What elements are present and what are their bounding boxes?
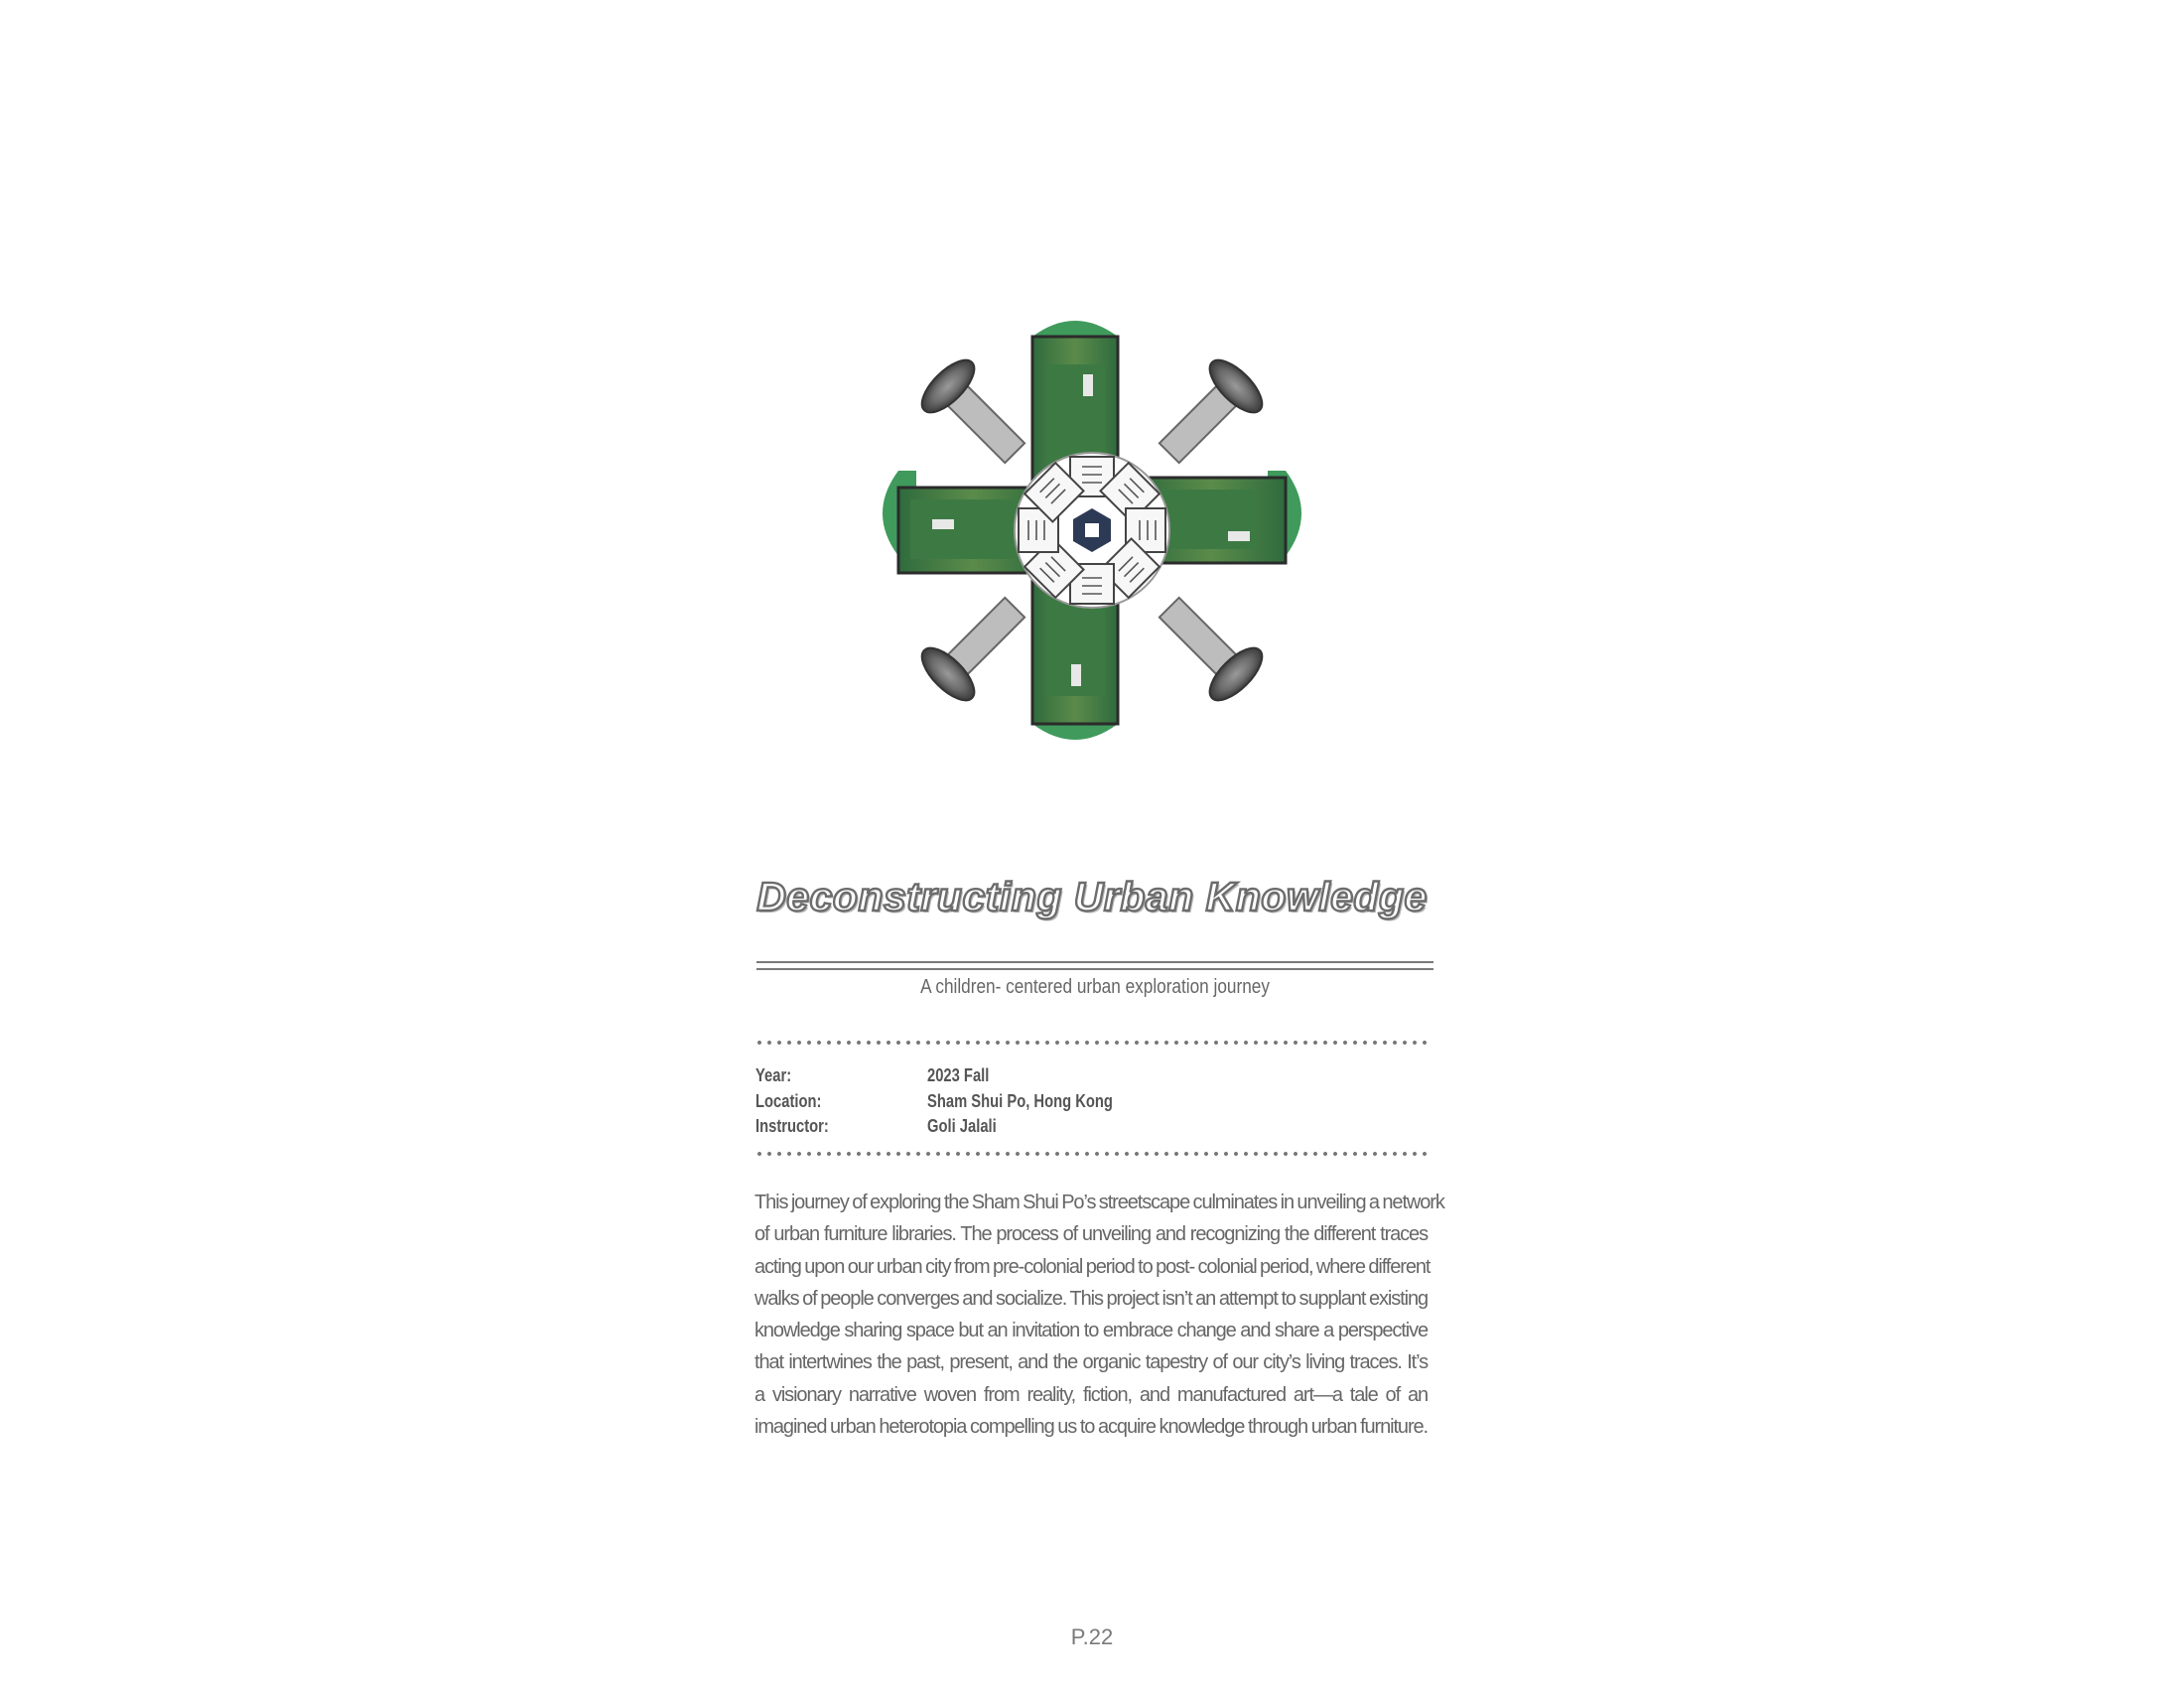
- meta-row-location: [755, 1089, 1391, 1115]
- description-line: acting upon our urban city from pre-colonial period to post- colonial period, where different: [754, 1255, 1431, 1278]
- dotted-divider-top: [754, 1041, 1428, 1045]
- meta-label: Instructor:: [755, 1116, 829, 1137]
- meta-row-instructor: [755, 1114, 1391, 1140]
- dotted-divider-bottom: [754, 1152, 1428, 1156]
- meta-value: Sham Shui Po, Hong Kong: [927, 1090, 1113, 1111]
- meta-label: Year:: [755, 1065, 792, 1086]
- meta-label: Location:: [755, 1090, 822, 1111]
- meta-row-year: [755, 1063, 1391, 1089]
- description-line: imagined urban heterotopia compelling us to acquire knowledge through urban furniture.: [754, 1416, 1428, 1439]
- description-line: walks of people converges and socialize. This project isn’t an attempt to supplant existing: [754, 1287, 1428, 1310]
- project-description: [754, 1187, 1444, 1443]
- description-line: This journey of exploring the Sham Shui Po’s streetscape culminates in unveiling a network: [754, 1192, 1444, 1213]
- description-line: that intertwines the past, present, and the organic tapestry of our city’s living traces. It’s: [754, 1351, 1428, 1374]
- project-meta: [755, 1063, 1391, 1140]
- project-subtitle: A children- centered urban exploration journey: [920, 976, 1270, 998]
- urban-furniture-plan-illustration: [877, 315, 1307, 746]
- description-line: a visionary narrative woven from reality, fiction, and manufactured art—a tale of an: [754, 1383, 1428, 1406]
- project-title: Deconstructing Urban Knowledge: [756, 874, 1428, 919]
- title-divider: [756, 961, 1433, 970]
- description-line: knowledge sharing space but an invitation to embrace change and share a perspective: [754, 1320, 1428, 1342]
- meta-value: Goli Jalali: [927, 1116, 997, 1137]
- description-line: of urban furniture libraries. The process of unveiling and recognizing the different traces: [754, 1223, 1428, 1246]
- meta-value: 2023 Fall: [927, 1065, 990, 1086]
- page-number: P.22: [1070, 1624, 1114, 1649]
- book-cluster: [1015, 453, 1169, 608]
